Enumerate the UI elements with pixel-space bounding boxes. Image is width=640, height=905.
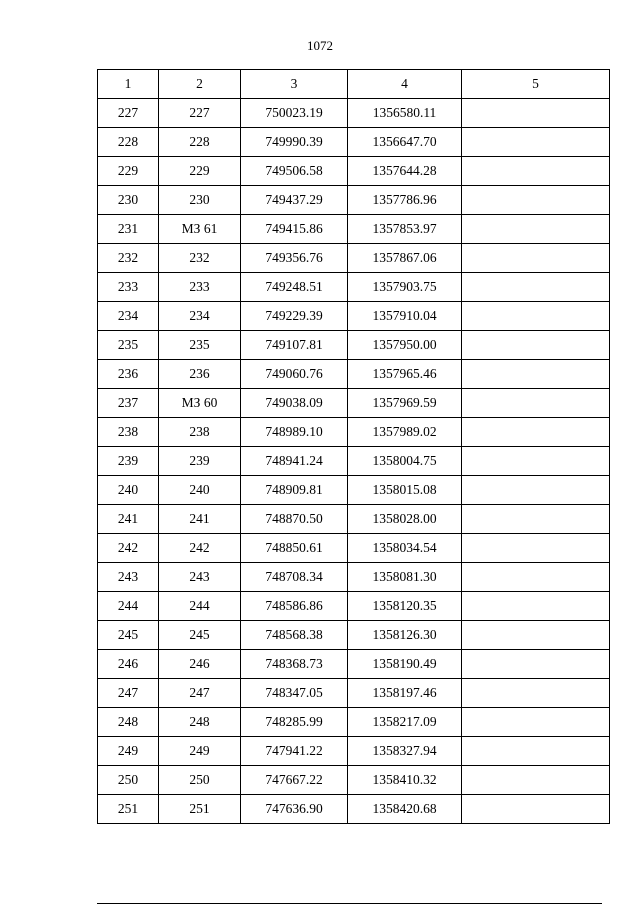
column-header-3: 3 [241, 70, 348, 99]
table-row [98, 244, 610, 273]
table-row [98, 302, 610, 331]
table-cell-col4: 1356647.70 [348, 128, 462, 157]
table-cell-col1: 234 [98, 302, 159, 331]
table-cell-col5 [462, 650, 610, 679]
table-row [98, 766, 610, 795]
table-cell-col2: 242 [159, 534, 241, 563]
table-cell-col1: 244 [98, 592, 159, 621]
table-cell-col5 [462, 244, 610, 273]
table-cell-col1: 247 [98, 679, 159, 708]
table-row [98, 650, 610, 679]
table-cell-col5 [462, 505, 610, 534]
table-row [98, 621, 610, 650]
table-cell-col5 [462, 128, 610, 157]
table-cell-col4: 1356580.11 [348, 99, 462, 128]
table-cell-col2: 245 [159, 621, 241, 650]
table-row [98, 186, 610, 215]
table-cell-col2: 247 [159, 679, 241, 708]
table-cell-col4: 1357910.04 [348, 302, 462, 331]
table-row [98, 592, 610, 621]
table-cell-col1: 251 [98, 795, 159, 824]
table-cell-col4: 1358081.30 [348, 563, 462, 592]
table-row [98, 505, 610, 534]
table-cell-col4: 1358327.94 [348, 737, 462, 766]
table-cell-col5 [462, 273, 610, 302]
table-cell-col1: 230 [98, 186, 159, 215]
table-row [98, 708, 610, 737]
table-cell-col5 [462, 679, 610, 708]
table-cell-col2: 240 [159, 476, 241, 505]
column-header-2: 2 [159, 70, 241, 99]
table-row [98, 389, 610, 418]
table-cell-col1: 231 [98, 215, 159, 244]
table-row [98, 273, 610, 302]
table-cell-col3: 748285.99 [241, 708, 348, 737]
table-cell-col3: 748850.61 [241, 534, 348, 563]
table-cell-col3: 748708.34 [241, 563, 348, 592]
table-cell-col1: 236 [98, 360, 159, 389]
table-cell-col2: 227 [159, 99, 241, 128]
table-cell-col5 [462, 331, 610, 360]
table-cell-col4: 1357969.59 [348, 389, 462, 418]
table-header [98, 70, 610, 99]
table-cell-col2: 241 [159, 505, 241, 534]
table-body [98, 99, 610, 824]
table-cell-col3: 748368.73 [241, 650, 348, 679]
table-cell-col2: 246 [159, 650, 241, 679]
table-cell-col3: 748909.81 [241, 476, 348, 505]
table-cell-col3: 749248.51 [241, 273, 348, 302]
table-cell-col2: 229 [159, 157, 241, 186]
table-cell-col1: 239 [98, 447, 159, 476]
table-cell-col3: 749229.39 [241, 302, 348, 331]
table-cell-col5 [462, 447, 610, 476]
table-cell-col4: 1358420.68 [348, 795, 462, 824]
table-cell-col1: 245 [98, 621, 159, 650]
table-cell-col3: 749060.76 [241, 360, 348, 389]
table-cell-col5 [462, 563, 610, 592]
table-cell-col5 [462, 360, 610, 389]
table-cell-col4: 1357950.00 [348, 331, 462, 360]
table-cell-col4: 1358120.35 [348, 592, 462, 621]
table-row [98, 99, 610, 128]
table-cell-col4: 1358015.08 [348, 476, 462, 505]
table-cell-col1: 232 [98, 244, 159, 273]
table-cell-col5 [462, 302, 610, 331]
table-cell-col1: 233 [98, 273, 159, 302]
table-row [98, 679, 610, 708]
table-cell-col5 [462, 389, 610, 418]
table-cell-col3: 748347.05 [241, 679, 348, 708]
table-cell-col5 [462, 99, 610, 128]
page-number: 1072 [307, 38, 333, 53]
table-cell-col1: 241 [98, 505, 159, 534]
table-cell-col3: 749506.58 [241, 157, 348, 186]
table-cell-col2: 250 [159, 766, 241, 795]
table-cell-col1: 237 [98, 389, 159, 418]
table-cell-col1: 243 [98, 563, 159, 592]
table-cell-col4: 1358028.00 [348, 505, 462, 534]
table-cell-col3: 747667.22 [241, 766, 348, 795]
table-cell-col2: 234 [159, 302, 241, 331]
table-cell-col2: 228 [159, 128, 241, 157]
table-cell-col3: 750023.19 [241, 99, 348, 128]
table-cell-col3: 747941.22 [241, 737, 348, 766]
table-row [98, 360, 610, 389]
table-cell-col1: 242 [98, 534, 159, 563]
table-cell-col4: 1358004.75 [348, 447, 462, 476]
table-row [98, 737, 610, 766]
table-cell-col3: 748870.50 [241, 505, 348, 534]
table-row [98, 418, 610, 447]
table-cell-col5 [462, 795, 610, 824]
table-cell-col4: 1357989.02 [348, 418, 462, 447]
table-cell-col3: 749107.81 [241, 331, 348, 360]
table-cell-col3: 747636.90 [241, 795, 348, 824]
table-cell-col2: МЗ 60 [159, 389, 241, 418]
table-cell-col3: 749356.76 [241, 244, 348, 273]
table-cell-col1: 228 [98, 128, 159, 157]
table-cell-col2: 248 [159, 708, 241, 737]
table-cell-col4: 1357965.46 [348, 360, 462, 389]
table-cell-col2: 233 [159, 273, 241, 302]
table-cell-col4: 1357867.06 [348, 244, 462, 273]
table-cell-col5 [462, 418, 610, 447]
table-row [98, 128, 610, 157]
table-cell-col4: 1357903.75 [348, 273, 462, 302]
table-cell-col1: 227 [98, 99, 159, 128]
footer-rule [97, 903, 602, 904]
table-cell-col1: 248 [98, 708, 159, 737]
table-cell-col3: 749437.29 [241, 186, 348, 215]
table-cell-col5 [462, 476, 610, 505]
table-cell-col1: 238 [98, 418, 159, 447]
table-cell-col1: 246 [98, 650, 159, 679]
table-row [98, 331, 610, 360]
table-cell-col2: 238 [159, 418, 241, 447]
table-row [98, 795, 610, 824]
table-cell-col2: МЗ 61 [159, 215, 241, 244]
table-cell-col5 [462, 157, 610, 186]
column-header-5: 5 [462, 70, 610, 99]
table-cell-col5 [462, 534, 610, 563]
table-cell-col4: 1358217.09 [348, 708, 462, 737]
table-cell-col2: 232 [159, 244, 241, 273]
table-cell-col2: 230 [159, 186, 241, 215]
table-cell-col4: 1357644.28 [348, 157, 462, 186]
table-cell-col5 [462, 621, 610, 650]
table-cell-col2: 249 [159, 737, 241, 766]
table-cell-col4: 1358126.30 [348, 621, 462, 650]
table-cell-col1: 249 [98, 737, 159, 766]
table-cell-col3: 748989.10 [241, 418, 348, 447]
column-header-4: 4 [348, 70, 462, 99]
table-cell-col4: 1358034.54 [348, 534, 462, 563]
table-cell-col2: 243 [159, 563, 241, 592]
table-cell-col5 [462, 592, 610, 621]
table-cell-col4: 1358197.46 [348, 679, 462, 708]
table-cell-col1: 235 [98, 331, 159, 360]
table-cell-col2: 236 [159, 360, 241, 389]
table-cell-col2: 244 [159, 592, 241, 621]
table-cell-col3: 749990.39 [241, 128, 348, 157]
table-cell-col3: 748941.24 [241, 447, 348, 476]
header-row [98, 70, 610, 99]
table-row [98, 215, 610, 244]
table-cell-col4: 1357853.97 [348, 215, 462, 244]
table-cell-col4: 1358410.32 [348, 766, 462, 795]
table-cell-col5 [462, 737, 610, 766]
table-cell-col2: 235 [159, 331, 241, 360]
table-cell-col3: 749038.09 [241, 389, 348, 418]
table-cell-col1: 240 [98, 476, 159, 505]
table-row [98, 563, 610, 592]
table-cell-col4: 1357786.96 [348, 186, 462, 215]
table-cell-col3: 749415.86 [241, 215, 348, 244]
table-cell-col5 [462, 215, 610, 244]
table-row [98, 447, 610, 476]
table-cell-col1: 250 [98, 766, 159, 795]
table-cell-col4: 1358190.49 [348, 650, 462, 679]
table-cell-col2: 239 [159, 447, 241, 476]
table-cell-col5 [462, 186, 610, 215]
table-cell-col3: 748568.38 [241, 621, 348, 650]
coordinates-table [97, 69, 610, 824]
table-cell-col5 [462, 766, 610, 795]
table-cell-col3: 748586.86 [241, 592, 348, 621]
table-row [98, 534, 610, 563]
table-cell-col1: 229 [98, 157, 159, 186]
table-row [98, 157, 610, 186]
table-row [98, 476, 610, 505]
table-cell-col5 [462, 708, 610, 737]
column-header-1: 1 [98, 70, 159, 99]
table-cell-col2: 251 [159, 795, 241, 824]
